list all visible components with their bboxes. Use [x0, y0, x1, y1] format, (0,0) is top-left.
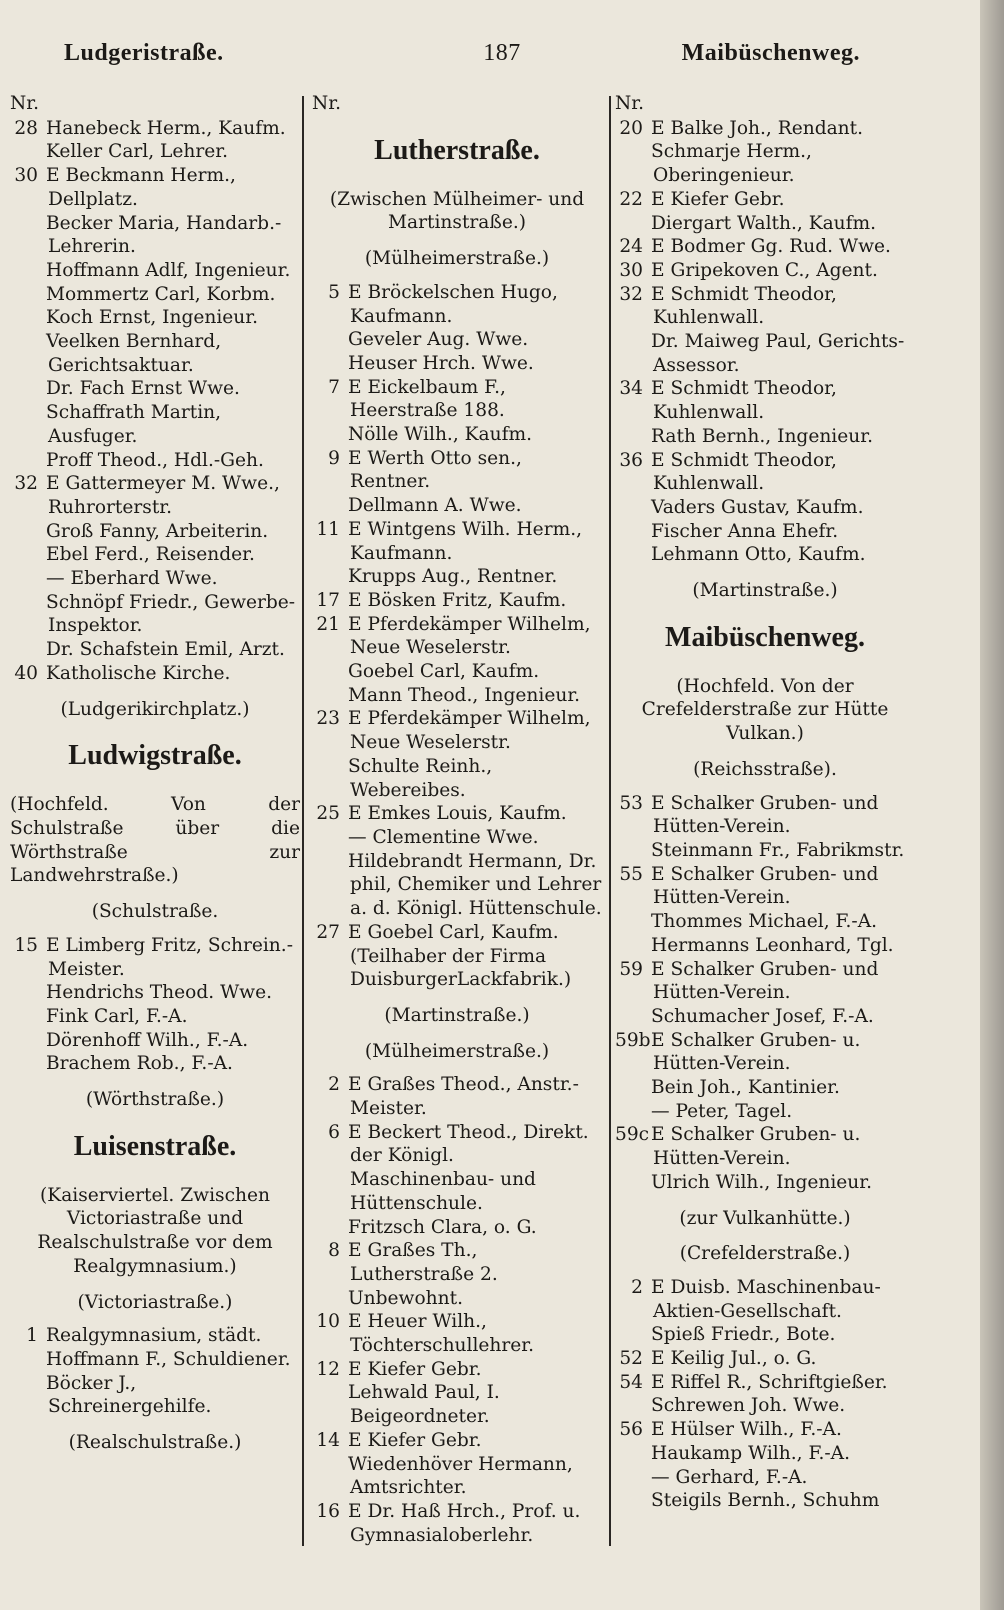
house-number: 59 — [619, 958, 643, 980]
directory-entry — [10, 1324, 300, 1348]
house-number: 32 — [619, 283, 643, 305]
resident-text: Keller Carl, Lehrer. — [46, 141, 229, 163]
directory-entry — [615, 1347, 915, 1371]
resident-text: Krupps Aug., Rentner. — [348, 566, 558, 588]
resident-text: Mann Theod., Ingenieur. — [348, 684, 581, 706]
directory-entry — [312, 1310, 602, 1357]
resident-text: Dr. Maiweg Paul, Gerichts-Assessor. — [651, 331, 905, 376]
column-rule-2 — [609, 96, 611, 1546]
resident-text: Geveler Aug. Wwe. — [348, 329, 529, 351]
resident-text: Fischer Anna Ehefr. — [651, 520, 839, 542]
house-number: 14 — [316, 1429, 340, 1451]
directory-entry — [615, 1466, 915, 1490]
house-number: 11 — [316, 518, 340, 540]
directory-entry — [10, 259, 300, 283]
resident-text: Hendrichs Theod. Wwe. — [46, 982, 273, 1004]
resident-text: Vaders Gustav, Kaufm. — [651, 496, 864, 518]
entry-list — [615, 792, 915, 1195]
resident-text: E Limberg Fritz, Schrein.-Meister. — [46, 934, 293, 980]
directory-entry — [10, 1029, 300, 1053]
cross-street: (Reichsstraße). — [693, 758, 837, 780]
street-description: (Kaiserviertel. Zwischen Victoriastraße und Realschulstraße vor dem Realgymnasium.) — [37, 1184, 273, 1277]
page-number: 187 — [483, 40, 521, 66]
resident-text: Fink Carl, F.-A. — [46, 1005, 188, 1027]
resident-text: E Kiefer Gebr. — [651, 188, 785, 210]
directory-entry — [615, 140, 915, 187]
resident-text: E Pferdekämper Wilhelm, Neue Weselerstr. — [348, 708, 591, 754]
column-3 — [615, 92, 915, 1513]
resident-text: E Bröckelschen Hugo, Kaufmann. — [348, 281, 558, 327]
directory-entry — [615, 958, 915, 1005]
column-1 — [10, 92, 300, 1465]
resident-text: Dellmann A. Wwe. — [348, 495, 522, 517]
directory-entry — [10, 981, 300, 1005]
running-head-right: Maibüschenweg. — [681, 40, 860, 66]
house-number: 20 — [619, 117, 643, 139]
street-description: (Hochfeld. Von der Crefelderstraße zur Hütte Vulkan.) — [641, 675, 889, 745]
resident-text: Veelken Bernhard, Gerichtsaktuar. — [46, 331, 222, 376]
directory-entry — [615, 1276, 915, 1323]
directory-entry — [312, 423, 602, 447]
house-number: 6 — [328, 1121, 340, 1143]
directory-entry — [615, 212, 915, 236]
resident-text: — Eberhard Wwe. — [46, 568, 218, 590]
directory-entry — [615, 117, 915, 141]
cross-street: (Martinstraße.) — [384, 1004, 530, 1026]
entry-list — [615, 117, 915, 567]
directory-entry — [10, 164, 300, 211]
directory-entry — [312, 850, 602, 921]
resident-text: E Balke Joh., Rendant. — [651, 117, 864, 139]
resident-text: Steigils Bernh., Schuhm — [651, 1490, 880, 1512]
directory-entry — [615, 910, 915, 934]
resident-text: E Werth Otto sen., Rentner. — [348, 447, 522, 493]
directory-entry — [615, 425, 915, 449]
resident-text: E Goebel Carl, Kaufm. (Teilhaber der Firma DuisburgerLackfabrik.) — [348, 921, 572, 991]
directory-entry — [10, 377, 300, 401]
directory-entry — [10, 934, 300, 981]
resident-text: Steinmann Fr., Fabrikmstr. — [651, 839, 905, 861]
directory-entry — [615, 934, 915, 958]
resident-text: Wiedenhöver Hermann, Amtsrichter. — [348, 1453, 573, 1499]
directory-entry — [312, 1216, 602, 1240]
cross-street: (Mülheimerstraße.) — [364, 1040, 550, 1062]
directory-entry — [312, 281, 602, 328]
street-title: Maibüschenweg. — [665, 621, 865, 653]
directory-entry — [615, 1442, 915, 1466]
resident-text: E Eickelbaum F., Heerstraße 188. — [348, 376, 506, 422]
resident-text: Bein Joh., Kantinier. — [651, 1077, 840, 1099]
directory-entry — [615, 1123, 915, 1170]
resident-text: E Schmidt Theodor, Kuhlenwall. — [651, 283, 837, 329]
cross-street: (Schulstraße. — [91, 901, 219, 923]
directory-entry — [615, 1076, 915, 1100]
resident-text: Dr. Fach Ernst Wwe. — [46, 378, 240, 400]
directory-entry — [615, 259, 915, 283]
resident-text: E Schmidt Theodor, Kuhlenwall. — [651, 449, 837, 495]
directory-entry — [312, 1287, 602, 1311]
house-number: 15 — [14, 934, 38, 956]
resident-text: E Gattermeyer M. Wwe., Ruhrorterstr. — [46, 473, 280, 518]
resident-text: E Wintgens Wilh. Herm., Kaufmann. — [348, 518, 583, 564]
directory-entry — [615, 863, 915, 910]
directory-entry — [615, 543, 915, 567]
directory-entry — [615, 1100, 915, 1124]
resident-text: Proff Theod., Hdl.-Geh. — [46, 449, 264, 471]
resident-text: Hildebrandt Hermann, Dr. phil, Chemiker und Lehrer a. d. Königl. Hüttenschule. — [348, 850, 602, 920]
house-number: 2 — [328, 1074, 340, 1096]
resident-text: E Gripekoven C., Agent. — [651, 259, 878, 281]
directory-entry — [312, 1381, 602, 1428]
resident-text: Schumacher Josef, F.-A. — [651, 1005, 874, 1027]
directory-entry — [615, 1489, 915, 1513]
cross-street: (Realschulstraße.) — [68, 1432, 242, 1454]
directory-entry — [615, 377, 915, 424]
resident-text: Dörenhoff Wilh., F.-A. — [46, 1029, 249, 1051]
directory-entry — [615, 283, 915, 330]
directory-entry — [312, 1429, 602, 1453]
resident-text: E Kiefer Gebr. — [348, 1358, 482, 1380]
directory-entry — [312, 755, 602, 802]
house-number: 23 — [316, 708, 340, 730]
directory-entry — [312, 352, 602, 376]
directory-entry — [615, 496, 915, 520]
cross-street: (Victoriastraße.) — [77, 1291, 233, 1313]
resident-text: E Keilig Jul., o. G. — [651, 1348, 817, 1370]
house-number: 55 — [619, 863, 643, 885]
entry-list — [10, 934, 300, 1076]
entry-list — [312, 1073, 602, 1547]
house-number: 54 — [619, 1371, 643, 1393]
directory-entry — [312, 707, 602, 754]
cross-street: (Mülheimerstraße.) — [364, 248, 550, 270]
directory-entry — [10, 140, 300, 164]
directory-entry — [10, 543, 300, 567]
house-number: 56 — [619, 1419, 643, 1441]
resident-text: Koch Ernst, Ingenieur. — [46, 307, 259, 329]
resident-text: E Graßes Th., Lutherstraße 2. — [348, 1240, 498, 1285]
directory-entry — [10, 449, 300, 473]
directory-entry — [312, 1239, 602, 1286]
column-2 — [312, 92, 602, 1547]
column-rule-1 — [302, 96, 304, 1546]
resident-text: Becker Maria, Handarb.-Lehrerin. — [46, 212, 282, 258]
house-number: 17 — [316, 589, 340, 611]
directory-entry — [615, 839, 915, 863]
resident-text: E Pferdekämper Wilhelm, Neue Weselerstr. — [348, 613, 591, 659]
house-number: 25 — [316, 803, 340, 825]
directory-entry — [615, 1418, 915, 1442]
house-number: 9 — [328, 447, 340, 469]
resident-text: Haukamp Wilh., F.-A. — [651, 1442, 850, 1464]
directory-entry — [10, 1052, 300, 1076]
resident-text: Schmarje Herm., Oberingenieur. — [651, 141, 812, 187]
resident-text: — Peter, Tagel. — [651, 1100, 793, 1122]
directory-entry — [312, 328, 602, 352]
directory-entry — [10, 1348, 300, 1372]
house-number: 24 — [619, 236, 643, 258]
directory-entry — [10, 1005, 300, 1029]
house-number: 22 — [619, 188, 643, 210]
directory-entry — [312, 802, 602, 826]
house-number: 8 — [328, 1240, 340, 1262]
resident-text: E Graßes Theod., Anstr.-Meister. — [348, 1074, 579, 1120]
resident-text: E Bodmer Gg. Rud. Wwe. — [651, 236, 891, 258]
directory-entry — [10, 330, 300, 377]
resident-text: E Heuer Wilh., Töchterschullehrer. — [348, 1311, 535, 1357]
resident-text: E Beckmann Herm., Dellplatz. — [46, 165, 236, 210]
resident-text: Mommertz Carl, Korbm. — [46, 283, 276, 305]
directory-entry — [312, 447, 602, 494]
directory-entry — [312, 565, 602, 589]
resident-text: Fritzsch Clara, o. G. — [348, 1216, 537, 1238]
resident-text: Dr. Schafstein Emil, Arzt. — [46, 639, 285, 661]
resident-text: E Dr. Haß Hrch., Prof. u. Gymnasialoberlehr. — [348, 1500, 581, 1546]
house-number: 10 — [316, 1311, 340, 1333]
directory-entry — [615, 1029, 915, 1076]
directory-entry — [615, 1171, 915, 1195]
house-number: 5 — [328, 281, 340, 303]
directory-entry — [312, 589, 602, 613]
directory-entry — [615, 188, 915, 212]
resident-text: Hoffmann Adlf, Ingenieur. — [46, 259, 291, 281]
cross-street: (Martinstraße.) — [692, 580, 838, 602]
resident-text: Brachem Rob., F.-A. — [46, 1053, 233, 1075]
directory-entry — [312, 1358, 602, 1382]
house-number: 16 — [316, 1500, 340, 1522]
house-number: 30 — [619, 259, 643, 281]
entry-list — [10, 117, 300, 686]
resident-text: — Clementine Wwe. — [348, 826, 539, 848]
resident-text: Katholische Kirche. — [46, 662, 231, 684]
house-number: 59b — [615, 1029, 651, 1051]
directory-entry — [312, 1453, 602, 1500]
house-number: 36 — [619, 449, 643, 471]
house-number: 21 — [316, 613, 340, 635]
house-number: 34 — [619, 378, 643, 400]
directory-entry — [10, 472, 300, 519]
resident-text: Lehwald Paul, I. Beigeordneter. — [348, 1382, 500, 1428]
resident-text: E Bösken Fritz, Kaufm. — [348, 589, 567, 611]
directory-entry — [615, 330, 915, 377]
cross-street: (Ludgerikirchplatz.) — [60, 698, 250, 720]
resident-text: Nölle Wilh., Kaufm. — [348, 424, 533, 446]
resident-text: Lehmann Otto, Kaufm. — [651, 544, 866, 566]
directory-entry — [10, 638, 300, 662]
directory-entry — [10, 1372, 300, 1419]
resident-text: Groß Fanny, Arbeiterin. — [46, 520, 269, 542]
directory-entry — [312, 826, 602, 850]
directory-entry — [10, 117, 300, 141]
resident-text: Realgymnasium, städt. — [46, 1325, 262, 1347]
directory-entry — [615, 449, 915, 496]
resident-text: Schnöpf Friedr., Gewerbe-Inspektor. — [46, 591, 296, 637]
directory-entry — [312, 494, 602, 518]
directory-entry — [312, 518, 602, 565]
resident-text: Ebel Ferd., Reisender. — [46, 544, 255, 566]
page-edge — [980, 0, 1004, 1610]
resident-text: E Schalker Gruben- und Hütten-Verein. — [651, 863, 879, 909]
directory-entry — [312, 1121, 602, 1216]
resident-text: Schrewen Joh. Wwe. — [651, 1395, 846, 1417]
directory-entry — [615, 1323, 915, 1347]
directory-entry — [615, 1005, 915, 1029]
house-number: 59c — [615, 1124, 650, 1146]
resident-text: Böcker J., Schreinergehilfe. — [46, 1372, 212, 1418]
cross-street: (Wörthstraße.) — [85, 1089, 225, 1111]
resident-text: Hanebeck Herm., Kaufm. — [46, 117, 286, 139]
directory-entry — [10, 520, 300, 544]
resident-text: E Schalker Gruben- u. Hütten-Verein. — [651, 1124, 861, 1170]
resident-text: — Gerhard, F.-A. — [651, 1466, 808, 1488]
directory-entry — [10, 591, 300, 638]
resident-text: Goebel Carl, Kaufm. — [348, 661, 540, 683]
resident-text: Hoffmann F., Schuldiener. — [46, 1348, 291, 1370]
house-number: 40 — [14, 662, 38, 684]
house-number: 53 — [619, 792, 643, 814]
directory-entry — [615, 520, 915, 544]
street-description: (Hochfeld. Von der Schulstraße über die Wörthstraße zur Landwehrstraße.) — [10, 794, 300, 887]
resident-text: Rath Bernh., Ingenieur. — [651, 425, 873, 447]
resident-text: Ulrich Wilh., Ingenieur. — [651, 1171, 873, 1193]
resident-text: E Schalker Gruben- und Hütten-Verein. — [651, 792, 879, 838]
directory-entry — [10, 567, 300, 591]
directory-entry — [312, 376, 602, 423]
directory-entry — [615, 235, 915, 259]
resident-text: Hermanns Leonhard, Tgl. — [651, 934, 894, 956]
resident-text: Thommes Michael, F.-A. — [651, 911, 878, 933]
resident-text: E Emkes Louis, Kaufm. — [348, 803, 567, 825]
directory-entry — [615, 1394, 915, 1418]
house-number: 2 — [631, 1276, 643, 1298]
directory-entry — [10, 306, 300, 330]
house-number: 12 — [316, 1358, 340, 1380]
directory-entry — [312, 660, 602, 684]
resident-text: E Beckert Theod., Direkt. der Königl. Maschinenbau- und Hüttenschule. — [348, 1121, 589, 1214]
cross-street: (Crefelderstraße.) — [679, 1243, 851, 1265]
house-number: 52 — [619, 1348, 643, 1370]
resident-text: Unbewohnt. — [348, 1287, 463, 1309]
directory-entry — [312, 1500, 602, 1547]
nr-label: Nr. — [312, 93, 342, 114]
directory-entry — [615, 792, 915, 839]
resident-text: E Riffel R., Schriftgießer. — [651, 1371, 888, 1393]
directory-entry — [10, 283, 300, 307]
house-number: 1 — [26, 1325, 38, 1347]
resident-text: E Schalker Gruben- und Hütten-Verein. — [651, 958, 879, 1004]
directory-entry — [10, 401, 300, 448]
house-number: 30 — [14, 165, 38, 187]
street-title: Luisenstraße. — [73, 1130, 237, 1162]
resident-text: E Duisb. Maschinenbau-Aktien-Gesellschaft. — [651, 1276, 881, 1322]
house-number: 7 — [328, 376, 340, 398]
nr-label: Nr. — [10, 93, 40, 114]
entry-list — [10, 1324, 300, 1419]
nr-label: Nr. — [615, 93, 645, 114]
resident-text: Diergart Walth., Kaufm. — [651, 212, 877, 234]
directory-entry — [312, 1073, 602, 1120]
resident-text: E Schmidt Theodor, Kuhlenwall. — [651, 378, 837, 424]
street-description: (Zwischen Mülheimer- und Martinstraße.) — [329, 188, 585, 234]
street-title: Ludwigstraße. — [68, 740, 242, 772]
house-number: 27 — [316, 921, 340, 943]
directory-entry — [312, 684, 602, 708]
resident-text: E Kiefer Gebr. — [348, 1429, 482, 1451]
resident-text: Schaffrath Martin, Ausfuger. — [46, 402, 222, 447]
directory-entry — [10, 212, 300, 259]
cross-street: (zur Vulkanhütte.) — [679, 1207, 851, 1229]
resident-text: E Schalker Gruben- u. Hütten-Verein. — [651, 1029, 861, 1075]
resident-text: Heuser Hrch. Wwe. — [348, 352, 534, 374]
house-number: 32 — [14, 473, 38, 495]
directory-entry — [312, 613, 602, 660]
house-number: 28 — [14, 117, 38, 139]
directory-entry — [10, 662, 300, 686]
resident-text: Spieß Friedr., Bote. — [651, 1324, 836, 1346]
street-title: Lutherstraße. — [374, 134, 540, 166]
directory-entry — [312, 921, 602, 992]
resident-text: Schulte Reinh., Webereibes. — [348, 755, 493, 801]
running-head-left: Ludgeristraße. — [64, 40, 224, 66]
entry-list — [312, 281, 602, 992]
entry-list — [615, 1276, 915, 1513]
resident-text: E Hülser Wilh., F.-A. — [651, 1419, 842, 1441]
directory-entry — [615, 1371, 915, 1395]
